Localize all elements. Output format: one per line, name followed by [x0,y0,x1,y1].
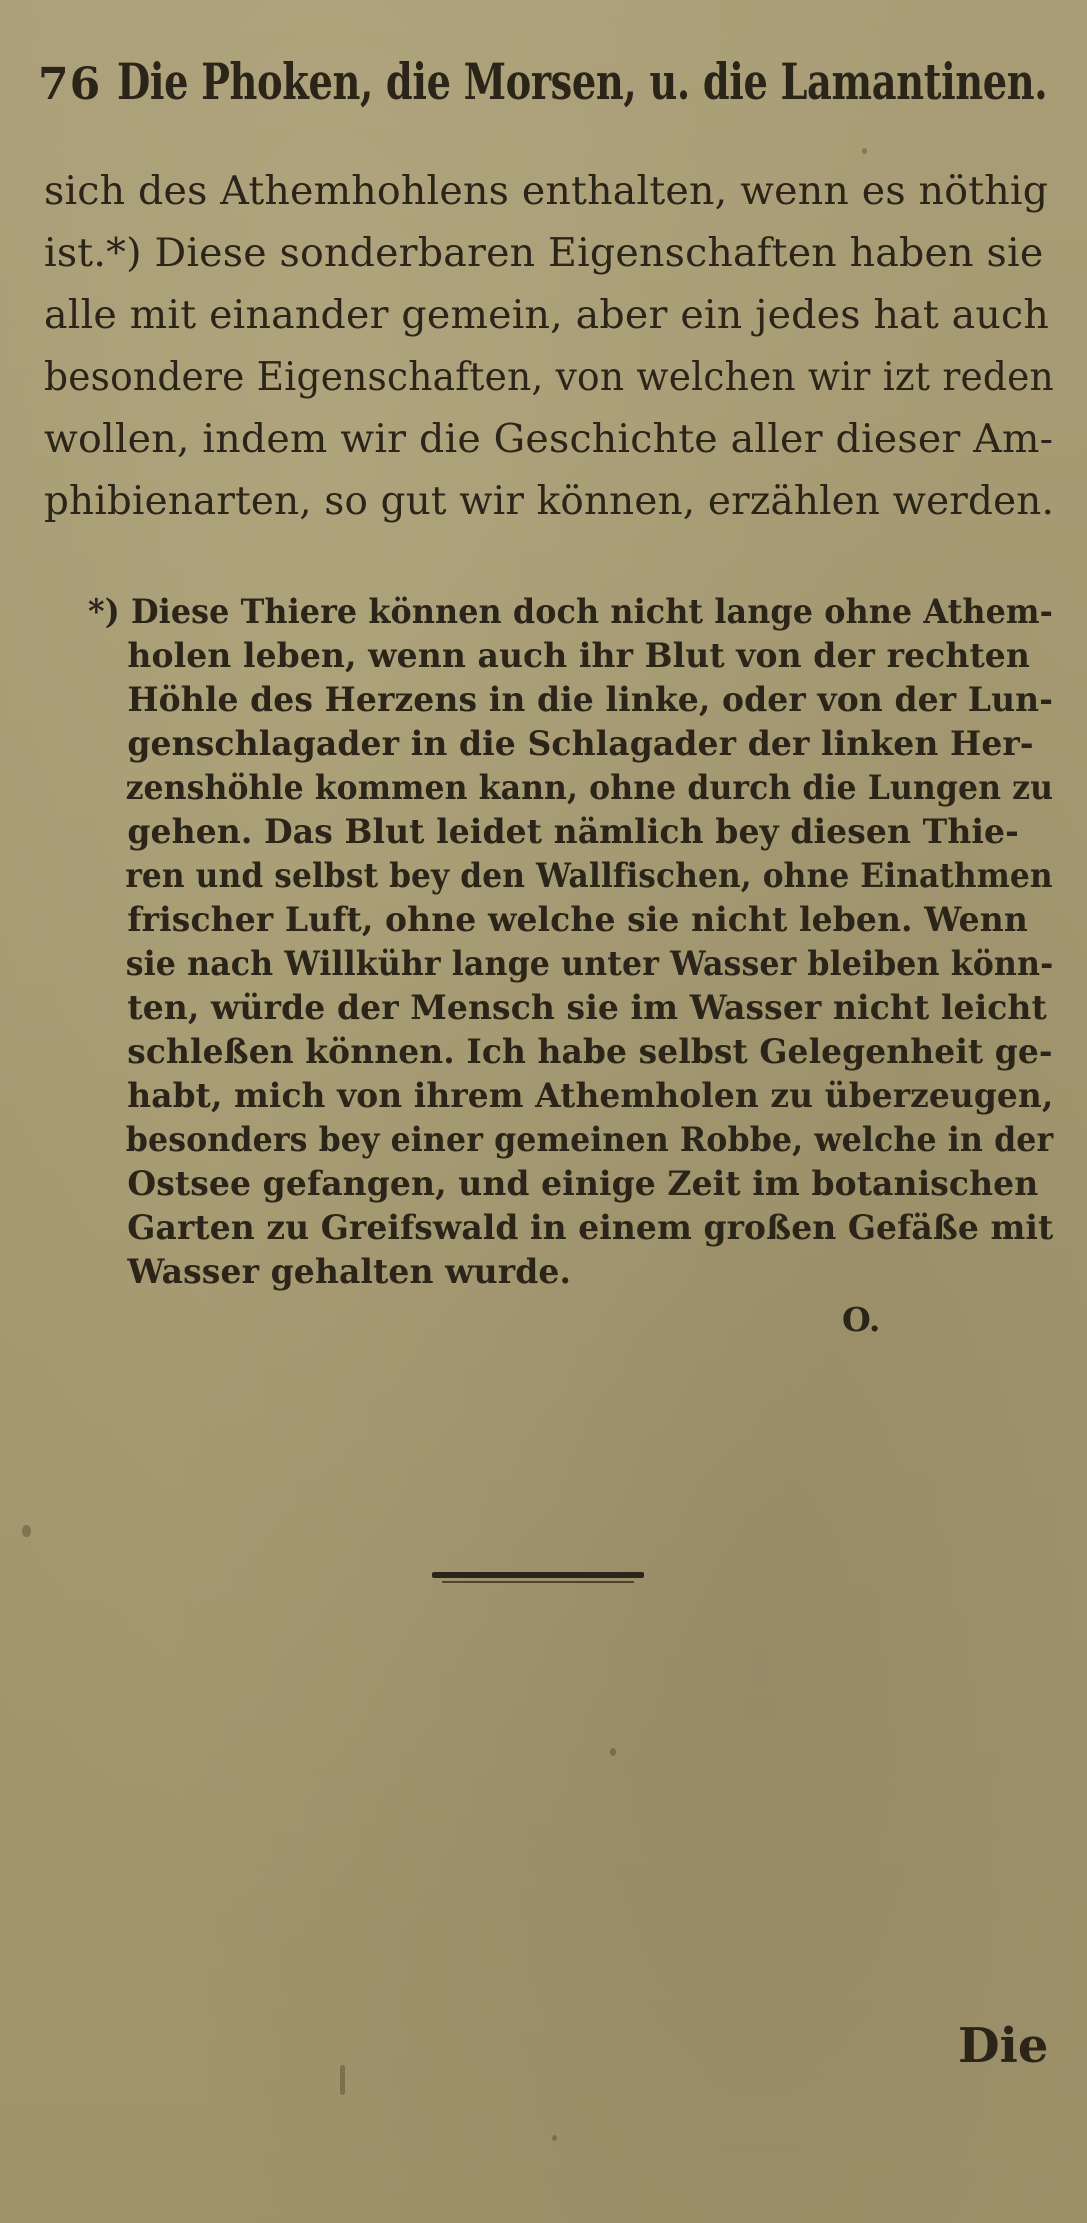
text-line: alle mit einander gemein, aber ein jedes hat auch [44,292,1050,338]
footnote-line: Höhle des Herzens in die linke, oder von der Lun- [127,680,1054,719]
page-number: 76 [38,59,102,110]
footnote-line: holen leben, wenn auch ihr Blut von der rechten [127,636,1030,675]
footnote-line: gehen. Das Blut leidet nämlich bey diesen Thie- [127,812,1019,851]
paper-stain [552,2135,557,2141]
footnote-line: genschlagader in die Schlagader der linken Her- [127,724,1034,763]
running-title: Die Phoken, die Morsen, u. die Lamantinen. [117,52,1048,111]
paper-stain [340,2065,345,2095]
page-header [38,52,1048,122]
text-line: ist.*) Diese sonderbaren Eigenschaften haben sie [44,230,1044,276]
text-line: besondere Eigenschaften, von welchen wir izt reden [44,354,1054,400]
footnote-line: zenshöhle kommen kann, ohne durch die Lungen zu [125,768,1054,807]
footnote-line: *) Diese Thiere können doch nicht lange ohne Athem- [88,592,1053,631]
paper-stain [862,148,867,154]
footnote [88,590,1068,1294]
footnote-signature: O. [842,1300,881,1339]
footnote-line: sie nach Willkühr lange unter Wasser bleiben könn- [125,944,1054,983]
footnote-line: Wasser gehalten wurde. [127,1252,572,1291]
main-text [44,160,1054,532]
footnote-line: schleßen können. Ich habe selbst Gelegenheit ge- [127,1032,1053,1071]
footnote-line: ren und selbst bey den Wallfischen, ohne Einathmen [125,856,1053,895]
footnote-line: besonders bey einer gemeinen Robbe, welche in der [125,1120,1054,1159]
paper-stain [610,1748,616,1756]
text-line: wollen, indem wir die Geschichte aller dieser Am- [44,416,1054,462]
footnote-line: Garten zu Greifswald in einem großen Gefäße mit [127,1208,1054,1247]
footnote-line: habt, mich von ihrem Athemholen zu überzeugen, [127,1076,1054,1115]
paper-stain [22,1525,31,1537]
footnote-line: frischer Luft, ohne welche sie nicht leben. Wenn [127,900,1028,939]
footnote-line: ten, würde der Mensch sie im Wasser nicht leicht [127,988,1047,1027]
catchword: Die [958,2018,1049,2074]
section-rule [432,1572,644,1578]
text-line: sich des Athemhohlens enthalten, wenn es nöthig [44,168,1049,214]
footnote-line: Ostsee gefangen, und einige Zeit im botanischen [127,1164,1039,1203]
text-line: phibienarten, so gut wir können, erzählen werden. [44,478,1055,524]
